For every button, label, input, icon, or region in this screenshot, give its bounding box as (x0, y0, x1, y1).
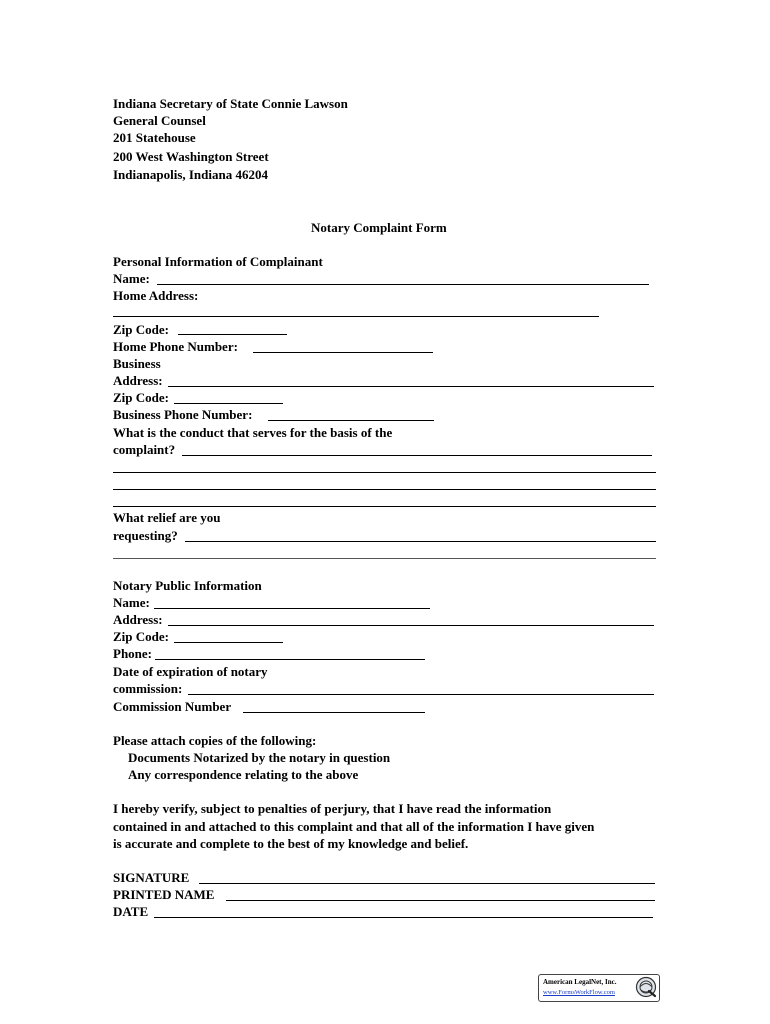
attachments-item-1: Documents Notarized by the notary in question (128, 750, 391, 765)
relief-question-line-2: requesting? (113, 528, 178, 543)
verification-line-1: I hereby verify, subject to penalties of perjury, that I have read the information (113, 801, 552, 816)
relief-answer-line-2[interactable] (113, 558, 656, 559)
notary-address-label: Address: (113, 612, 163, 627)
conduct-question-line-2: complaint? (113, 442, 176, 457)
conduct-answer-line-3[interactable] (113, 489, 656, 490)
form-title: Notary Complaint Form (311, 220, 447, 235)
complainant-section-title: Personal Information of Complainant (113, 254, 323, 269)
publisher-name: American LegalNet, Inc. (543, 978, 617, 986)
complainant-home-address-field[interactable] (113, 316, 599, 317)
complainant-home-phone-label: Home Phone Number: (113, 339, 238, 354)
complainant-zip-label: Zip Code: (113, 322, 169, 337)
notary-zip-label: Zip Code: (113, 629, 169, 644)
conduct-answer-line-1[interactable] (182, 455, 652, 456)
attachments-intro: Please attach copies of the following: (113, 733, 317, 748)
date-label: DATE (113, 904, 149, 919)
header-line-5: Indianapolis, Indiana 46204 (113, 167, 268, 182)
conduct-answer-line-4[interactable] (113, 506, 656, 507)
notary-name-field[interactable] (154, 608, 430, 609)
notary-expiration-field[interactable] (188, 694, 654, 695)
header-line-1: Indiana Secretary of State Connie Lawson (113, 96, 348, 111)
complainant-home-phone-field[interactable] (253, 352, 433, 353)
notary-zip-field[interactable] (174, 642, 283, 643)
date-field[interactable] (154, 917, 653, 918)
printed-name-label: PRINTED NAME (113, 887, 215, 902)
complainant-name-field[interactable] (157, 284, 649, 285)
publisher-url[interactable]: www.FormsWorkFlow.com (543, 989, 615, 996)
complainant-business-zip-label: Zip Code: (113, 390, 169, 405)
conduct-answer-line-2[interactable] (113, 472, 656, 473)
notary-phone-field[interactable] (155, 659, 425, 660)
notary-name-label: Name: (113, 595, 150, 610)
relief-question-line-1: What relief are you (113, 510, 221, 525)
signature-label: SIGNATURE (113, 870, 190, 885)
notary-expiration-line-1: Date of expiration of notary (113, 664, 268, 679)
complainant-business-address-field[interactable] (168, 386, 654, 387)
verification-line-3: is accurate and complete to the best of my knowledge and belief. (113, 836, 469, 851)
complainant-business-address-label: Address: (113, 373, 163, 388)
notary-phone-label: Phone: (113, 646, 152, 661)
header-line-3: 201 Statehouse (113, 130, 196, 145)
header-line-2: General Counsel (113, 113, 206, 128)
conduct-question-line-1: What is the conduct that serves for the basis of the (113, 425, 393, 440)
complainant-home-address-label: Home Address: (113, 288, 199, 303)
publisher-badge (538, 974, 660, 1002)
complainant-business-zip-field[interactable] (174, 403, 283, 404)
complainant-name-label: Name: (113, 271, 150, 286)
relief-answer-line-1[interactable] (185, 541, 656, 542)
signature-field[interactable] (199, 883, 655, 884)
notary-commission-number-label: Commission Number (113, 699, 232, 714)
printed-name-field[interactable] (226, 900, 655, 901)
globe-logo-icon (635, 976, 657, 998)
header-line-4: 200 West Washington Street (113, 149, 269, 164)
verification-line-2: contained in and attached to this complaint and that all of the information I have given (113, 819, 595, 834)
complainant-zip-field[interactable] (178, 334, 287, 335)
notary-address-field[interactable] (168, 625, 654, 626)
notary-commission-number-field[interactable] (243, 712, 425, 713)
notary-section-title: Notary Public Information (113, 578, 262, 593)
attachments-item-2: Any correspondence relating to the above (128, 767, 359, 782)
complainant-business-label: Business (113, 356, 161, 371)
notary-expiration-line-2: commission: (113, 681, 183, 696)
complainant-business-phone-field[interactable] (268, 420, 434, 421)
complainant-business-phone-label: Business Phone Number: (113, 407, 253, 422)
